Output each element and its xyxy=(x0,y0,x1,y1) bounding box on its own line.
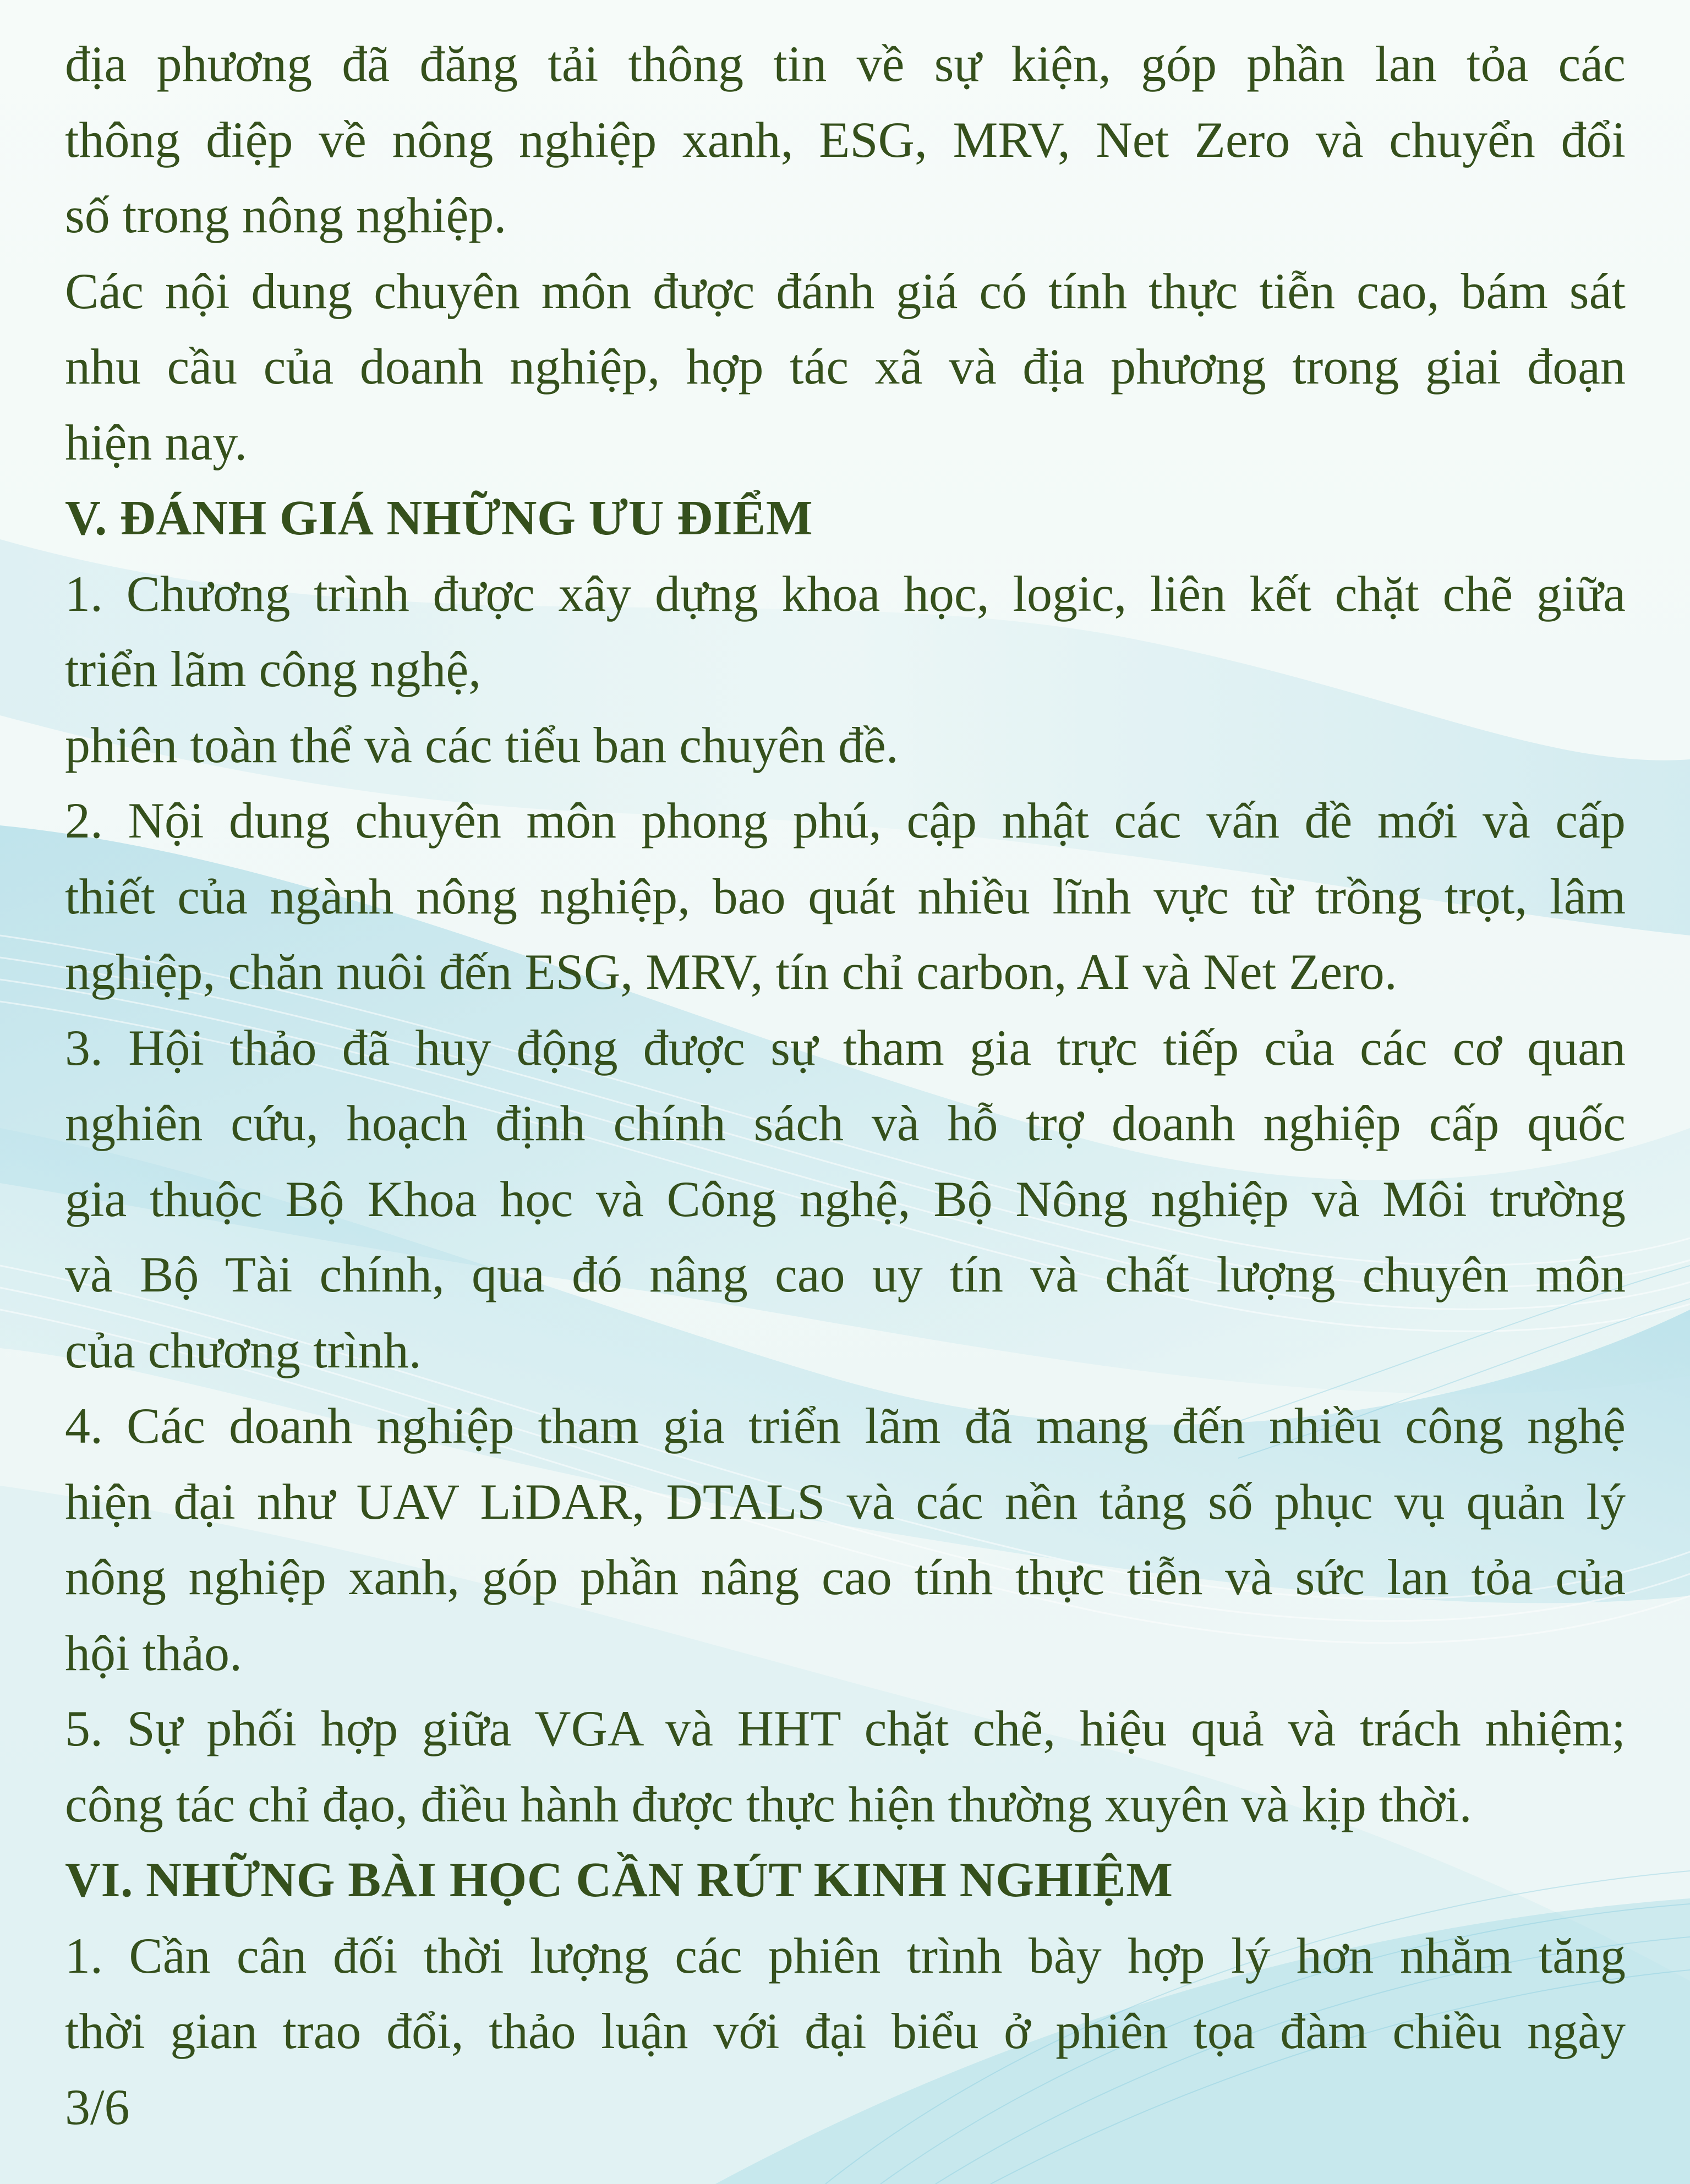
text-line: nghiệp, chăn nuôi đến ESG, MRV, tín chỉ carbon, AI và Net Zero. xyxy=(65,944,1397,1000)
text-line: 1. Cần cân đối thời lượng các phiên trình bày hợp lý hơn nhằm tăng xyxy=(65,1927,1626,1984)
text-line: hội thảo. xyxy=(65,1624,242,1681)
section-vi-heading: VI. NHỮNG BÀI HỌC CẦN RÚT KINH NGHIỆM xyxy=(65,1853,1173,1907)
text-line: 3. Hội thảo đã huy động được sự tham gia trực tiếp của các cơ quan xyxy=(65,1019,1626,1076)
text-line: nông nghiệp xanh, góp phần nâng cao tính thực tiễn và sức lan tỏa của xyxy=(65,1549,1626,1605)
text-line: phiên toàn thể và các tiểu ban chuyên đề. xyxy=(65,716,899,773)
text-line: địa phương đã đăng tải thông tin về sự kiện, góp phần lan tỏa các xyxy=(65,36,1626,92)
section-v-item-5 xyxy=(65,1691,1626,1842)
text-line: thời gian trao đổi, thảo luận với đại biểu ở phiên tọa đàm chiều ngày xyxy=(65,2003,1626,2059)
section-v-item-2 xyxy=(65,783,1626,1010)
section-v-item-3 xyxy=(65,1010,1626,1389)
text-line: 1. Chương trình được xây dựng khoa học, logic, liên kết chặt chẽ giữa xyxy=(65,565,1626,622)
text-line: Các nội dung chuyên môn được đánh giá có tính thực tiễn cao, bám sát xyxy=(65,262,1626,319)
section-vi-item-1 xyxy=(65,1918,1626,2145)
text-line: 2. Nội dung chuyên môn phong phú, cập nhật các vấn đề mới và cấp xyxy=(65,792,1626,849)
text-line: 4. Các doanh nghiệp tham gia triển lãm đã mang đến nhiều công nghệ xyxy=(65,1398,1626,1454)
text-line: công tác chỉ đạo, điều hành được thực hiện thường xuyên và kịp thời. xyxy=(65,1776,1472,1832)
text-line: 3/6 xyxy=(65,2078,130,2135)
text-line: 5. Sự phối hợp giữa VGA và HHT chặt chẽ, hiệu quả và trách nhiệm; xyxy=(65,1700,1626,1756)
text-line: hiện đại như UAV LiDAR, DTALS và các nền tảng số phục vụ quản lý xyxy=(65,1473,1626,1530)
text-line: và Bộ Tài chính, qua đó nâng cao uy tín và chất lượng chuyên môn xyxy=(65,1246,1626,1302)
text-line: thông điệp về nông nghiệp xanh, ESG, MRV, Net Zero và chuyển đổi xyxy=(65,111,1626,168)
section-v-item-4 xyxy=(65,1388,1626,1691)
section-v-item-1 xyxy=(65,556,1626,784)
text-line: số trong nông nghiệp. xyxy=(65,187,507,243)
paragraph-expertise-assessment xyxy=(65,254,1626,481)
text-line: thiết của ngành nông nghiệp, bao quát nhiều lĩnh vực từ trồng trọt, lâm xyxy=(65,868,1626,924)
text-line: gia thuộc Bộ Khoa học và Công nghệ, Bộ Nông nghiệp và Môi trường xyxy=(65,1170,1626,1227)
text-line: nghiên cứu, hoạch định chính sách và hỗ trợ doanh nghiệp cấp quốc xyxy=(65,1095,1626,1151)
text-line: nhu cầu của doanh nghiệp, hợp tác xã và địa phương trong giai đoạn xyxy=(65,338,1626,395)
text-line: hiện nay. xyxy=(65,414,248,470)
text-line: của chương trình. xyxy=(65,1322,422,1378)
section-v-heading: V. ĐÁNH GIÁ NHỮNG ƯU ĐIỂM xyxy=(65,491,813,545)
document-body xyxy=(65,26,1626,2145)
text-line: triển lãm công nghệ, xyxy=(65,641,482,697)
paragraph-intro-continued xyxy=(65,26,1626,254)
